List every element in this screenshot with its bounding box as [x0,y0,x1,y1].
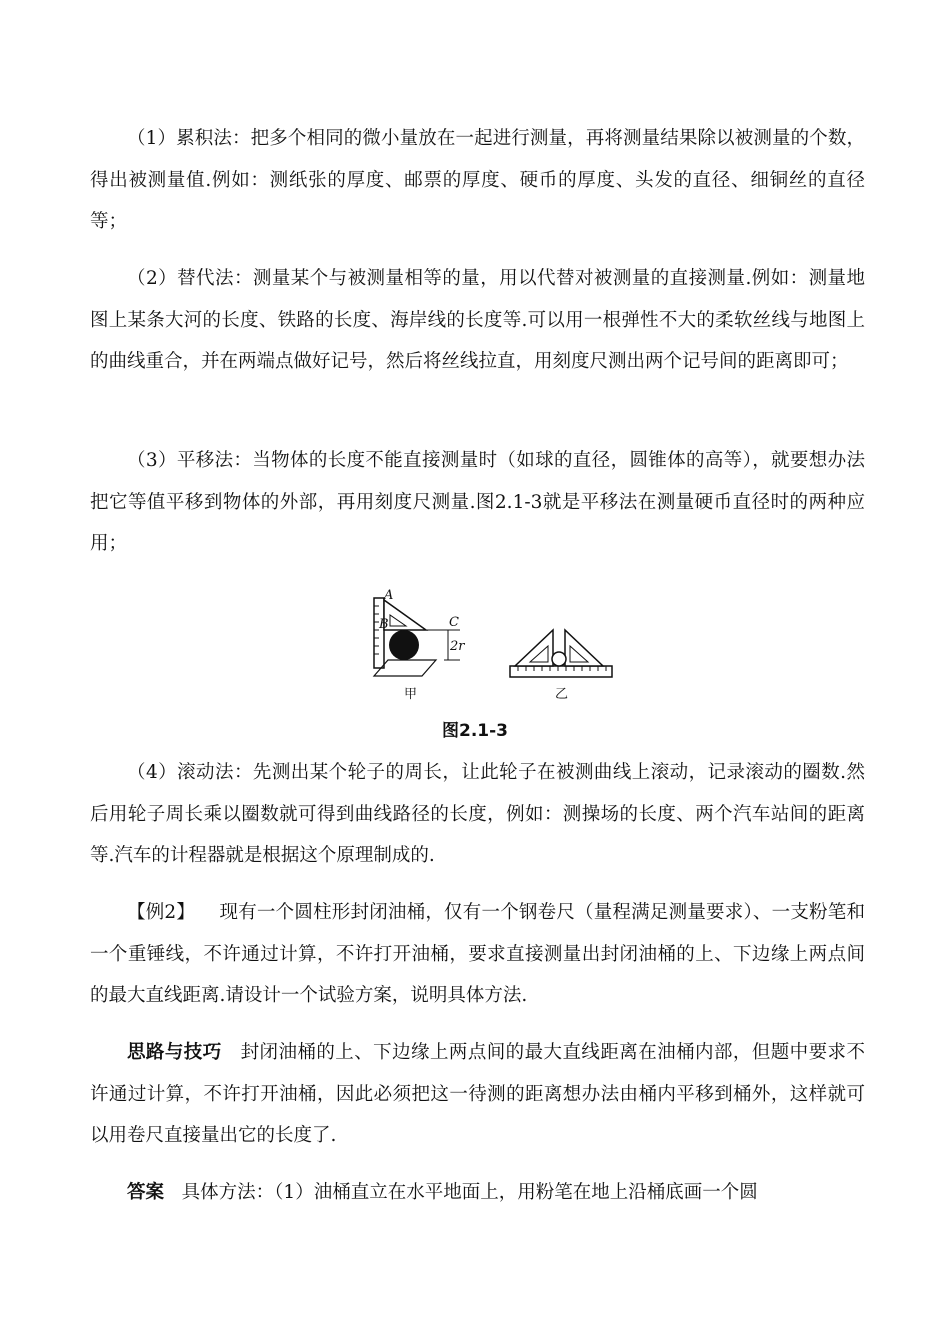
figure-label-left: 甲 [404,687,418,702]
figure-label-right: 乙 [555,687,569,702]
figure-label-2r: 2r [450,639,465,654]
figure-left-diagram [374,588,465,702]
figure-label-c: C [449,615,459,630]
figure-label-a: A [384,588,394,603]
example-text: 现有一个圆柱形封闭油桶，仅有一个钢卷尺（量程满足测量要求）、一支粉笔和一个重锤线，不许通过计算，不许打开油桶，要求直接测量出封闭油桶的上、下边缘上两点间的最大直线距离.请设计一个试验方案，说明具体方法. [90,902,865,1006]
figure-label-b: B [379,617,389,632]
figure-caption: 图2.1-3 [442,721,508,741]
answer-label: 答案 [127,1182,165,1203]
figure-2-1-3 [360,588,620,708]
paragraph-substitution: （2）替代法：测量某个与被测量相等的量，用以代替对被测量的直接测量.例如：测量地图上某条大河的长度、铁路的长度、海岸线的长度等.可以用一根弹性不大的柔软丝线与地图上的曲线重合，并在两端点做好记号，然后将丝线拉直，用刻度尺测出两个记号间的距离即可； [90,268,865,372]
hint-text: 封闭油桶的上、下边缘上两点间的最大直线距离在油桶内部，但题中要求不许通过计算，不许打开油桶，因此必须把这一待测的距离想办法由桶内平移到桶外，这样就可以用卷尺直接量出它的长度了. [90,1042,865,1146]
example-label: 【例2】 [127,902,196,923]
paragraph-rolling: （4）滚动法：先测出某个轮子的周长，让此轮子在被测曲线上滚动，记录滚动的圈数.然后用轮子周长乘以圈数就可得到曲线路径的长度，例如：测操场的长度、两个汽车站间的距离等.汽车的计程器就是根据这个原理制成的. [90,762,865,866]
hint-label: 思路与技巧 [127,1042,222,1063]
paragraph-accumulation: （1）累积法：把多个相同的微小量放在一起进行测量，再将测量结果除以被测量的个数，得出被测量值.例如：测纸张的厚度、邮票的厚度、硬币的厚度、头发的直径、细铜丝的直径等； [90,128,865,232]
answer-text: 具体方法：（1）油桶直立在水平地面上，用粉笔在地上沿桶底画一个圆 [181,1182,758,1203]
paragraph-example-2 [90,892,865,1017]
figure-right-diagram [510,630,612,702]
paragraph-translation: （3）平移法：当物体的长度不能直接测量时（如球的直径，圆锥体的高等），就要想办法把它等值平移到物体的外部，再用刻度尺测量.图2.1-3就是平移法在测量硬币直径时的两种应用； [90,450,865,554]
paragraph-answer [90,1172,865,1214]
coin-ball-shape [389,630,419,660]
paragraph-hint [90,1032,865,1157]
coin-shape [552,652,566,666]
